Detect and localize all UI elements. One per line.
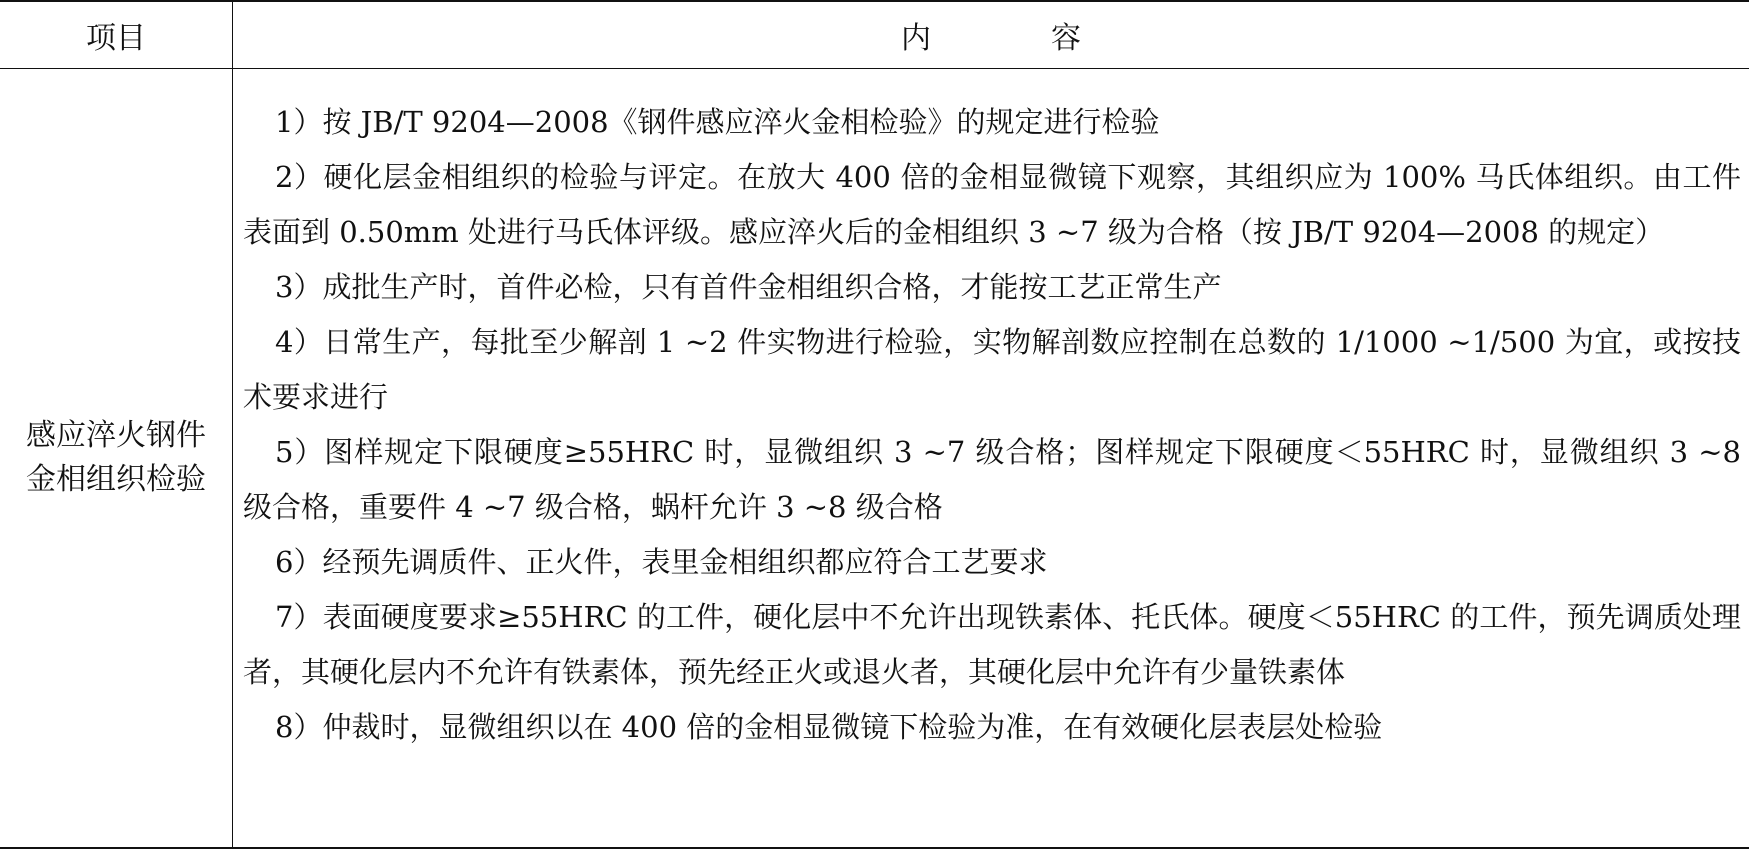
content-paragraph-3: 3）成批生产时，首件必检，只有首件金相组织合格，才能按工艺正常生产 bbox=[243, 260, 1741, 315]
content-cell bbox=[233, 69, 1749, 849]
content-paragraph-6: 6）经预先调质件、正火件，表里金相组织都应符合工艺要求 bbox=[243, 535, 1741, 590]
header-content-label: 内容 bbox=[781, 21, 1201, 56]
item-label-line-1: 感应淬火钢件 bbox=[0, 414, 232, 458]
content-paragraph-4: 4）日常生产，每批至少解剖 1 ~2 件实物进行检验，实物解剖数应控制在总数的 1/1000 ~1/500 为宜，或按技术要求进行 bbox=[243, 315, 1741, 425]
item-cell bbox=[0, 69, 233, 849]
content-paragraph-8: 8）仲裁时，显微组织以在 400 倍的金相显微镜下检验为准，在有效硬化层表层处检验 bbox=[243, 700, 1741, 755]
table-header-row bbox=[0, 1, 1749, 69]
content-paragraph-5: 5）图样规定下限硬度≥55HRC 时，显微组织 3 ~7 级合格；图样规定下限硬度＜55HRC 时，显微组织 3 ~8 级合格，重要件 4 ~7 级合格，蜗杆允许 3 ~8 级合格 bbox=[243, 425, 1741, 535]
content-paragraph-2: 2）硬化层金相组织的检验与评定。在放大 400 倍的金相显微镜下观察，其组织应为 100% 马氏体组织。由工件表面到 0.50mm 处进行马氏体评级。感应淬火后的金相组织 3 ~7 级为合格（按 JB/T 9204—2008 的规定） bbox=[243, 150, 1741, 260]
table-row bbox=[0, 69, 1749, 849]
item-label-line-2: 金相组织检验 bbox=[0, 458, 232, 502]
content-paragraph-7: 7）表面硬度要求≥55HRC 的工件，硬化层中不允许出现铁素体、托氏体。硬度＜55HRC 的工件，预先调质处理者，其硬化层内不允许有铁素体，预先经正火或退火者，其硬化层中允许有少量铁素体 bbox=[243, 590, 1741, 700]
content-paragraph-1: 1）按 JB/T 9204—2008《钢件感应淬火金相检验》的规定进行检验 bbox=[243, 95, 1741, 150]
header-item: 项目 bbox=[0, 1, 233, 69]
header-content bbox=[233, 1, 1749, 69]
